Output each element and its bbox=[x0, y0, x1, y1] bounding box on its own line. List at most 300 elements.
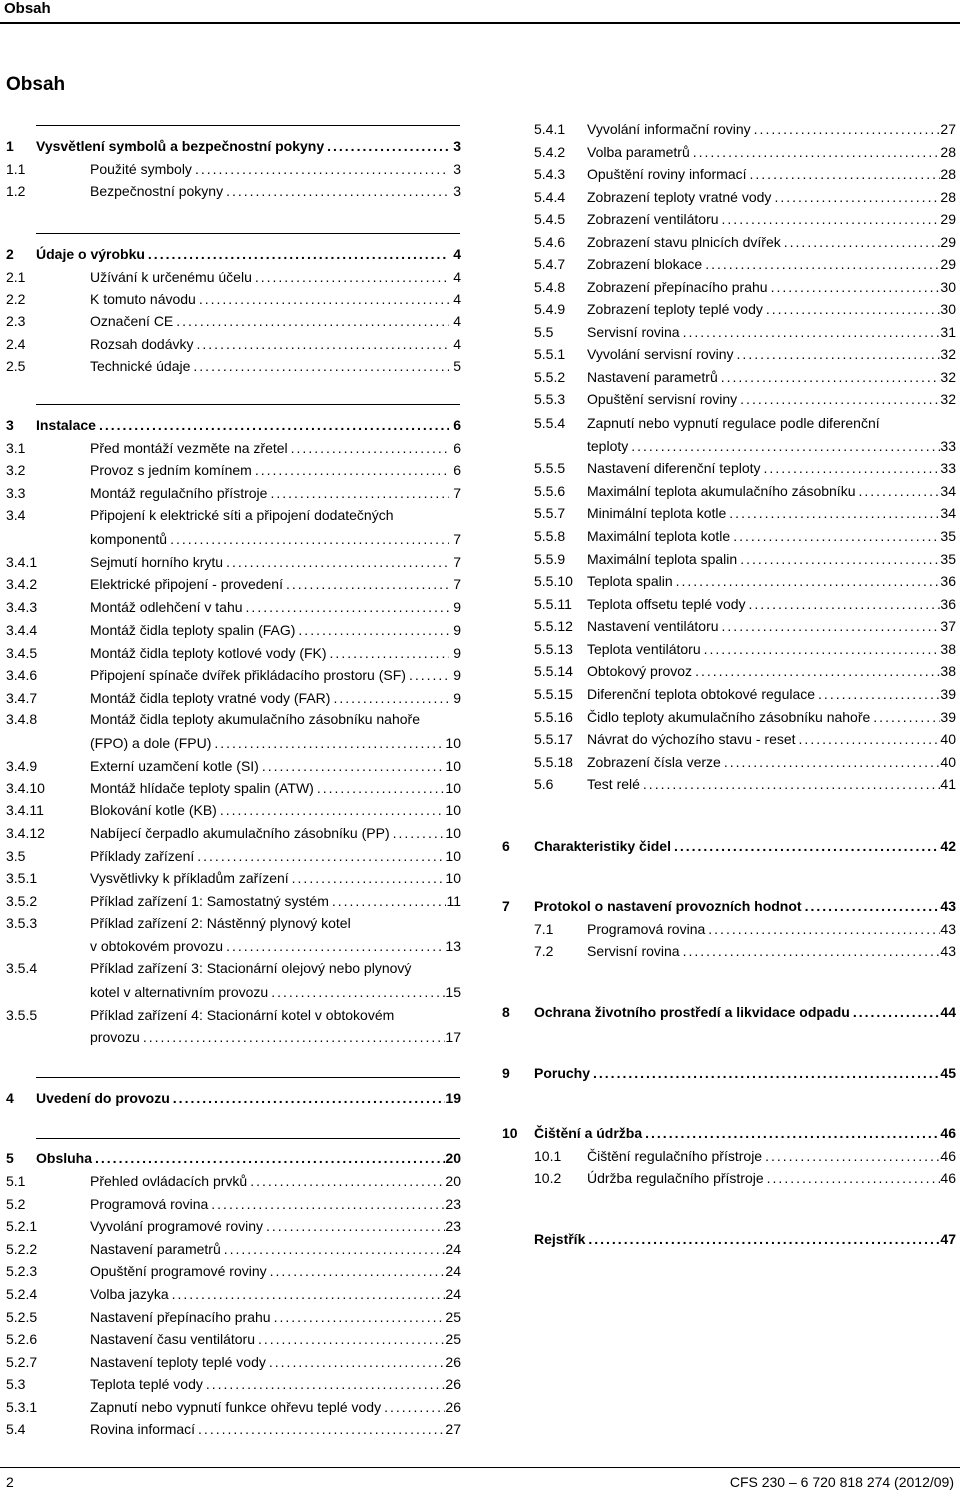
toc-entry[interactable] bbox=[534, 941, 956, 961]
toc-entry-number: 5.5.12 bbox=[534, 618, 573, 634]
toc-entry-number: 2.2 bbox=[6, 291, 26, 307]
toc-entry[interactable] bbox=[6, 1374, 461, 1394]
toc-entry[interactable] bbox=[6, 982, 461, 1002]
toc-entry[interactable] bbox=[534, 299, 956, 319]
toc-entry[interactable] bbox=[534, 119, 956, 139]
toc-dot-leader bbox=[680, 322, 941, 342]
toc-dot-leader bbox=[223, 552, 449, 572]
toc-entry-page: 27 bbox=[940, 121, 956, 137]
toc-entry-page: 23 bbox=[445, 1196, 461, 1212]
toc-entry-page: 47 bbox=[940, 1231, 956, 1247]
toc-entry-number: 8 bbox=[502, 1004, 510, 1020]
toc-entry[interactable] bbox=[534, 142, 956, 162]
toc-dot-leader bbox=[140, 1027, 446, 1047]
toc-entry-title: Návrat do výchozího stavu - reset bbox=[587, 731, 796, 747]
toc-dot-leader bbox=[223, 181, 449, 201]
toc-entry-number: 5.5.10 bbox=[534, 573, 573, 589]
toc-dot-leader bbox=[719, 209, 941, 229]
toc-dot-leader bbox=[266, 1352, 446, 1372]
toc-entry[interactable] bbox=[6, 334, 461, 354]
toc-entry[interactable] bbox=[6, 181, 461, 201]
toc-entry-title: K tomuto návodu bbox=[90, 291, 196, 307]
toc-entry[interactable] bbox=[534, 209, 956, 229]
toc-entry-page: 42 bbox=[940, 838, 956, 854]
toc-dot-leader bbox=[283, 574, 449, 594]
toc-entry-title: Nastavení parametrů bbox=[90, 1241, 221, 1257]
toc-entry-title: Opuštění roviny informací bbox=[587, 166, 747, 182]
toc-entry-number: 5.4.6 bbox=[534, 234, 566, 250]
toc-dot-leader bbox=[640, 774, 941, 794]
toc-dot-leader bbox=[764, 1168, 941, 1188]
toc-entry-title: Programová rovina bbox=[90, 1196, 209, 1212]
toc-entry[interactable] bbox=[534, 639, 956, 659]
toc-entry-number: 3.4.8 bbox=[6, 711, 38, 727]
toc-entry-title: Nastavení ventilátoru bbox=[587, 618, 719, 634]
toc-entry[interactable] bbox=[6, 958, 461, 978]
toc-entry[interactable] bbox=[6, 1216, 461, 1236]
toc-dot-leader bbox=[330, 688, 449, 708]
toc-entry-number: 5.2.7 bbox=[6, 1354, 38, 1370]
toc-dot-leader bbox=[243, 597, 449, 617]
toc-entry-number: 5.5.16 bbox=[534, 709, 573, 725]
toc-entry[interactable] bbox=[6, 311, 461, 331]
toc-dot-leader bbox=[252, 267, 449, 287]
toc-entry-number: 5.5.4 bbox=[534, 415, 566, 431]
toc-entry[interactable] bbox=[534, 684, 956, 704]
toc-entry-number: 5.2.3 bbox=[6, 1263, 38, 1279]
toc-entry-page: 37 bbox=[940, 618, 956, 634]
toc-chapter-entry[interactable] bbox=[6, 1148, 461, 1168]
toc-entry-title: Poruchy bbox=[534, 1065, 591, 1081]
toc-entry[interactable] bbox=[6, 574, 461, 594]
toc-entry-number: 5.2 bbox=[6, 1196, 26, 1212]
toc-entry-page: 28 bbox=[940, 189, 956, 205]
toc-entry-title: Teplota offsetu teplé vody bbox=[587, 596, 746, 612]
toc-entry-page: 3 bbox=[453, 183, 461, 199]
toc-entry-title: provozu bbox=[90, 1029, 140, 1045]
toc-dot-leader bbox=[211, 733, 445, 753]
toc-entry-title: Externí uzamčení kotle (SI) bbox=[90, 758, 259, 774]
toc-entry-number: 1.2 bbox=[6, 183, 26, 199]
toc-chapter-entry[interactable] bbox=[502, 836, 956, 856]
toc-entry[interactable] bbox=[534, 526, 956, 546]
toc-entry-title: Rozsah dodávky bbox=[90, 336, 194, 352]
toc-entry-page: 17 bbox=[445, 1029, 461, 1045]
toc-entry[interactable] bbox=[6, 1352, 461, 1372]
toc-entry-number: 5.5.15 bbox=[534, 686, 573, 702]
toc-entry-title: Užívání k určenému účelu bbox=[90, 269, 252, 285]
toc-dot-leader bbox=[763, 299, 941, 319]
toc-entry-title: Montáž regulačního přístroje bbox=[90, 485, 268, 501]
toc-entry-page: 5 bbox=[453, 358, 461, 374]
toc-entry[interactable] bbox=[6, 891, 461, 911]
toc-entry[interactable] bbox=[6, 1261, 461, 1281]
toc-entry-page: 3 bbox=[453, 138, 461, 154]
toc-entry[interactable] bbox=[534, 344, 956, 364]
toc-entry-number: 3.4.3 bbox=[6, 599, 38, 615]
toc-entry[interactable] bbox=[6, 1397, 461, 1417]
toc-dot-leader bbox=[762, 1146, 940, 1166]
toc-entry-title: Vysvětlení symbolů a bezpečnostní pokyny bbox=[36, 138, 325, 154]
toc-entry-title: Zobrazení ventilátoru bbox=[587, 211, 719, 227]
toc-entry-number: 5.4.3 bbox=[534, 166, 566, 182]
toc-entry[interactable] bbox=[6, 868, 461, 888]
toc-entry-title: Nastavení času ventilátoru bbox=[90, 1331, 255, 1347]
toc-entry-title: Nastavení přepínacího prahu bbox=[90, 1309, 271, 1325]
toc-dot-leader bbox=[870, 707, 940, 727]
toc-entry-number: 5.5 bbox=[534, 324, 554, 340]
toc-entry-number: 10 bbox=[502, 1125, 518, 1141]
toc-entry-number: 3.2 bbox=[6, 462, 26, 478]
toc-entry[interactable] bbox=[6, 289, 461, 309]
running-header: Obsah bbox=[4, 0, 51, 17]
toc-dot-leader bbox=[726, 503, 940, 523]
toc-dot-leader bbox=[761, 458, 941, 478]
toc-entry[interactable] bbox=[6, 823, 461, 843]
toc-entry-page: 4 bbox=[453, 313, 461, 329]
toc-entry[interactable] bbox=[6, 267, 461, 287]
toc-entry-page: 19 bbox=[445, 1090, 461, 1106]
toc-entry[interactable] bbox=[6, 913, 461, 933]
toc-entry[interactable] bbox=[6, 643, 461, 663]
toc-chapter-entry[interactable] bbox=[6, 136, 461, 156]
toc-dot-leader bbox=[327, 643, 449, 663]
toc-entry-number: 5.5.14 bbox=[534, 663, 573, 679]
toc-dot-leader bbox=[737, 389, 940, 409]
toc-entry-title: Bezpečnostní pokyny bbox=[90, 183, 224, 199]
toc-entry-number: 5.1 bbox=[6, 1173, 26, 1189]
toc-entry[interactable] bbox=[534, 164, 956, 184]
toc-entry-page: 36 bbox=[940, 573, 956, 589]
toc-entry-title: Zapnutí nebo vypnutí funkce ohřevu teplé vody bbox=[90, 1399, 382, 1415]
toc-entry-number: 10.1 bbox=[534, 1148, 562, 1164]
toc-entry-page: 40 bbox=[940, 754, 956, 770]
toc-entry[interactable] bbox=[534, 594, 956, 614]
toc-entry[interactable] bbox=[6, 733, 461, 753]
toc-dot-leader bbox=[771, 187, 940, 207]
toc-entry-page: 7 bbox=[453, 554, 461, 570]
toc-dot-leader bbox=[855, 481, 940, 501]
toc-entry-page: 39 bbox=[940, 709, 956, 725]
toc-dot-leader bbox=[96, 415, 449, 435]
toc-entry-page: 38 bbox=[940, 641, 956, 657]
toc-entry-number: 5.4.9 bbox=[534, 301, 566, 317]
toc-entry-number: 2.4 bbox=[6, 336, 26, 352]
toc-entry-title: Montáž čidla teploty akumulačního zásobníku nahoře bbox=[90, 711, 420, 727]
toc-dot-leader bbox=[173, 311, 449, 331]
toc-entry[interactable] bbox=[534, 277, 956, 297]
toc-entry-title: Nastavení parametrů bbox=[587, 369, 718, 385]
toc-entry[interactable] bbox=[534, 1168, 956, 1188]
toc-entry[interactable] bbox=[534, 413, 956, 433]
toc-dot-leader bbox=[196, 289, 449, 309]
toc-entry-title: Servisní rovina bbox=[587, 943, 680, 959]
toc-entry-number: 5.4.1 bbox=[534, 121, 566, 137]
toc-entry[interactable] bbox=[534, 661, 956, 681]
toc-entry[interactable] bbox=[534, 752, 956, 772]
toc-entry-title: Montáž hlídače teploty spalin (ATW) bbox=[90, 780, 314, 796]
toc-entry-title: Příklad zařízení 3: Stacionární olejový nebo plynový bbox=[90, 960, 412, 976]
toc-entry-page: 38 bbox=[940, 663, 956, 679]
toc-entry-page: 30 bbox=[940, 301, 956, 317]
toc-entry-title: Nabíjecí čerpadlo akumulačního zásobníku (PP) bbox=[90, 825, 390, 841]
toc-entry-number: 3.4.10 bbox=[6, 780, 45, 796]
toc-entry[interactable] bbox=[6, 756, 461, 776]
toc-entry-title: Montáž čidla teploty vratné vody (FAR) bbox=[90, 690, 331, 706]
toc-dot-leader bbox=[145, 244, 449, 264]
toc-chapter-entry[interactable] bbox=[502, 1002, 956, 1022]
toc-entry-page: 24 bbox=[445, 1241, 461, 1257]
toc-entry-page: 46 bbox=[940, 1148, 956, 1164]
toc-dot-leader bbox=[223, 936, 445, 956]
toc-entry-title: Příklad zařízení 2: Nástěnný plynový kotel bbox=[90, 915, 351, 931]
toc-entry-page: 10 bbox=[445, 780, 461, 796]
toc-entry[interactable] bbox=[6, 1027, 461, 1047]
toc-entry[interactable] bbox=[6, 1284, 461, 1304]
toc-entry[interactable] bbox=[6, 846, 461, 866]
toc-entry[interactable] bbox=[534, 254, 956, 274]
footer-rule bbox=[0, 1467, 960, 1468]
toc-entry-number: 5.5.7 bbox=[534, 505, 566, 521]
toc-entry-number: 3.4.9 bbox=[6, 758, 38, 774]
toc-dot-leader bbox=[628, 436, 940, 456]
toc-entry-page: 11 bbox=[446, 893, 461, 909]
toc-entry-title: Přehled ovládacích prvků bbox=[90, 1173, 248, 1189]
toc-entry-title: Charakteristiky čidel bbox=[534, 838, 671, 854]
toc-entry[interactable] bbox=[6, 438, 461, 458]
toc-entry-number: 5.5.9 bbox=[534, 551, 566, 567]
toc-dot-leader bbox=[796, 729, 941, 749]
toc-entry-title: Použité symboly bbox=[90, 161, 192, 177]
toc-dot-leader bbox=[289, 868, 446, 888]
toc-entry-title: Vyvolání informační roviny bbox=[587, 121, 751, 137]
toc-entry[interactable] bbox=[534, 389, 956, 409]
toc-entry-title: Nastavení diferenční teploty bbox=[587, 460, 761, 476]
toc-dot-leader bbox=[170, 1088, 446, 1108]
toc-entry-number: 5.4.4 bbox=[534, 189, 566, 205]
toc-chapter-entry[interactable] bbox=[502, 1123, 956, 1143]
toc-entry-title: Zobrazení čísla verze bbox=[587, 754, 721, 770]
toc-entry[interactable] bbox=[6, 159, 461, 179]
toc-dot-leader bbox=[702, 254, 940, 274]
toc-entry-number: 7.1 bbox=[534, 921, 554, 937]
toc-entry-title: Zobrazení blokace bbox=[587, 256, 703, 272]
toc-chapter-entry[interactable] bbox=[6, 244, 461, 264]
toc-entry[interactable] bbox=[534, 322, 956, 342]
toc-entry-title: Programová rovina bbox=[587, 921, 706, 937]
toc-dot-leader bbox=[268, 982, 445, 1002]
toc-entry[interactable] bbox=[6, 529, 461, 549]
toc-dot-leader bbox=[92, 1148, 445, 1168]
toc-entry[interactable] bbox=[6, 552, 461, 572]
toc-entry-page: 24 bbox=[445, 1263, 461, 1279]
toc-entry-number: 5.5.2 bbox=[534, 369, 566, 385]
toc-entry-page: 25 bbox=[445, 1331, 461, 1347]
toc-entry[interactable] bbox=[534, 436, 956, 456]
toc-entry-title: Obtokový provoz bbox=[587, 663, 693, 679]
toc-entry[interactable] bbox=[6, 665, 461, 685]
toc-entry-page: 39 bbox=[940, 686, 956, 702]
toc-entry-title: Připojení spínače dvířek přikládacího prostoru (SF) bbox=[90, 667, 406, 683]
toc-entry-number: 6 bbox=[502, 838, 510, 854]
toc-entry-title: v obtokovém provozu bbox=[90, 938, 224, 954]
toc-entry[interactable] bbox=[6, 688, 461, 708]
toc-entry-title: Zobrazení stavu plnicích dvířek bbox=[587, 234, 781, 250]
toc-entry[interactable] bbox=[6, 800, 461, 820]
toc-entry[interactable] bbox=[6, 460, 461, 480]
toc-entry[interactable] bbox=[6, 1307, 461, 1327]
toc-entry-number: 3.4.4 bbox=[6, 622, 38, 638]
toc-entry[interactable] bbox=[534, 919, 956, 939]
toc-entry[interactable] bbox=[6, 1419, 461, 1439]
toc-entry[interactable] bbox=[6, 505, 461, 525]
toc-dot-leader bbox=[781, 232, 941, 252]
toc-entry-page: 23 bbox=[445, 1218, 461, 1234]
toc-dot-leader bbox=[167, 529, 449, 549]
toc-dot-leader bbox=[690, 142, 941, 162]
toc-entry[interactable] bbox=[534, 367, 956, 387]
toc-entry-title: Volba parametrů bbox=[587, 144, 690, 160]
toc-dot-leader bbox=[192, 159, 449, 179]
toc-entry-page: 43 bbox=[940, 921, 956, 937]
toc-entry-title: Obsluha bbox=[36, 1150, 93, 1166]
toc-entry-title: Údaje o výrobku bbox=[36, 246, 145, 262]
toc-entry-title: Protokol o nastavení provozních hodnot bbox=[534, 898, 802, 914]
toc-entry-page: 41 bbox=[940, 776, 956, 792]
toc-entry[interactable] bbox=[534, 571, 956, 591]
toc-entry-title: Zobrazení teploty teplé vody bbox=[587, 301, 763, 317]
toc-entry-page: 33 bbox=[940, 438, 956, 454]
toc-entry[interactable] bbox=[534, 481, 956, 501]
toc-entry[interactable] bbox=[6, 1005, 461, 1025]
toc-entry-page: 36 bbox=[940, 596, 956, 612]
toc-entry-page: 45 bbox=[940, 1065, 956, 1081]
toc-entry-title: Opuštění servisní roviny bbox=[587, 391, 738, 407]
toc-entry-page: 6 bbox=[453, 440, 461, 456]
toc-entry-number: 5.5.8 bbox=[534, 528, 566, 544]
toc-chapter-entry[interactable] bbox=[534, 1229, 956, 1249]
toc-entry-title: kotel v alternativním provozu bbox=[90, 984, 269, 1000]
toc-entry[interactable] bbox=[6, 709, 461, 729]
toc-entry[interactable] bbox=[6, 1194, 461, 1214]
toc-entry-page: 34 bbox=[940, 505, 956, 521]
toc-entry[interactable] bbox=[534, 458, 956, 478]
toc-entry-number: 3.3 bbox=[6, 485, 26, 501]
toc-entry-number: 3.1 bbox=[6, 440, 26, 456]
toc-entry[interactable] bbox=[6, 778, 461, 798]
toc-entry-title: Teplota teplé vody bbox=[90, 1376, 203, 1392]
toc-entry-page: 28 bbox=[940, 144, 956, 160]
toc-entry-number: 7.2 bbox=[534, 943, 554, 959]
toc-entry-page: 10 bbox=[445, 848, 461, 864]
toc-entry[interactable] bbox=[534, 232, 956, 252]
toc-entry-title: Příklady zařízení bbox=[90, 848, 195, 864]
toc-dot-leader bbox=[271, 1307, 446, 1327]
toc-entry-title: komponentů bbox=[90, 531, 168, 547]
toc-dot-leader bbox=[329, 891, 447, 911]
toc-entry[interactable] bbox=[534, 549, 956, 569]
toc-chapter-entry[interactable] bbox=[6, 1088, 461, 1108]
toc-entry-number: 5.5.17 bbox=[534, 731, 573, 747]
toc-dot-leader bbox=[734, 344, 941, 364]
toc-entry-number: 5 bbox=[6, 1150, 14, 1166]
toc-dot-leader bbox=[259, 756, 446, 776]
toc-entry-title: (FPO) a dole (FPU) bbox=[90, 735, 212, 751]
toc-dot-leader bbox=[381, 1397, 445, 1417]
toc-entry-number: 3.4.2 bbox=[6, 576, 38, 592]
toc-entry[interactable] bbox=[534, 707, 956, 727]
toc-entry-page: 46 bbox=[940, 1170, 956, 1186]
toc-entry-number: 2.1 bbox=[6, 269, 26, 285]
toc-entry-number: 5.5.13 bbox=[534, 641, 573, 657]
toc-dot-leader bbox=[314, 778, 446, 798]
toc-entry-title: Teplota ventilátoru bbox=[587, 641, 701, 657]
toc-dot-leader bbox=[719, 616, 941, 636]
toc-entry-page: 20 bbox=[445, 1173, 461, 1189]
toc-entry-number: 3.4.1 bbox=[6, 554, 38, 570]
toc-entry-title: Montáž čidla teploty kotlové vody (FK) bbox=[90, 645, 327, 661]
toc-entry-page: 44 bbox=[940, 1004, 956, 1020]
toc-chapter-entry[interactable] bbox=[6, 415, 461, 435]
toc-entry[interactable] bbox=[6, 597, 461, 617]
toc-entry-page: 4 bbox=[453, 246, 461, 262]
toc-entry-page: 10 bbox=[445, 735, 461, 751]
toc-entry[interactable] bbox=[534, 616, 956, 636]
toc-entry-number: 5.3.1 bbox=[6, 1399, 38, 1415]
toc-entry-title: Rejstřík bbox=[534, 1231, 586, 1247]
toc-entry-page: 31 bbox=[940, 324, 956, 340]
toc-entry[interactable] bbox=[6, 1239, 461, 1259]
toc-entry[interactable] bbox=[534, 503, 956, 523]
toc-entry[interactable] bbox=[534, 729, 956, 749]
toc-entry[interactable] bbox=[6, 620, 461, 640]
toc-entry-title: Údržba regulačního přístroje bbox=[587, 1170, 764, 1186]
toc-entry-title: Příklad zařízení 1: Samostatný systém bbox=[90, 893, 329, 909]
toc-entry-page: 9 bbox=[453, 645, 461, 661]
toc-entry[interactable] bbox=[6, 936, 461, 956]
toc-chapter-entry[interactable] bbox=[502, 896, 956, 916]
toc-entry-page: 10 bbox=[445, 825, 461, 841]
toc-entry[interactable] bbox=[6, 1171, 461, 1191]
toc-dot-leader bbox=[255, 1329, 445, 1349]
toc-dot-leader bbox=[203, 1374, 446, 1394]
toc-dot-leader bbox=[746, 594, 941, 614]
toc-dot-leader bbox=[751, 119, 941, 139]
toc-entry-page: 25 bbox=[445, 1309, 461, 1325]
toc-entry[interactable] bbox=[534, 774, 956, 794]
toc-entry-page: 3 bbox=[453, 161, 461, 177]
toc-entry-number: 4 bbox=[6, 1090, 14, 1106]
toc-entry-title: Zobrazení teploty vratné vody bbox=[587, 189, 772, 205]
toc-dot-leader bbox=[721, 752, 941, 772]
toc-entry-title: Označení CE bbox=[90, 313, 174, 329]
toc-entry[interactable] bbox=[534, 187, 956, 207]
toc-dot-leader bbox=[718, 367, 941, 387]
toc-entry[interactable] bbox=[6, 483, 461, 503]
toc-entry-number: 3.4.7 bbox=[6, 690, 38, 706]
toc-entry-number: 3.4.5 bbox=[6, 645, 38, 661]
toc-entry-number: 5.2.2 bbox=[6, 1241, 38, 1257]
toc-chapter-entry[interactable] bbox=[502, 1063, 956, 1083]
toc-entry-number: 3.4.12 bbox=[6, 825, 45, 841]
toc-dot-leader bbox=[747, 164, 941, 184]
toc-entry[interactable] bbox=[6, 1329, 461, 1349]
toc-entry-page: 10 bbox=[445, 870, 461, 886]
toc-entry[interactable] bbox=[6, 356, 461, 376]
toc-entry[interactable] bbox=[534, 1146, 956, 1166]
toc-entry-page: 24 bbox=[445, 1286, 461, 1302]
toc-entry-page: 10 bbox=[445, 802, 461, 818]
